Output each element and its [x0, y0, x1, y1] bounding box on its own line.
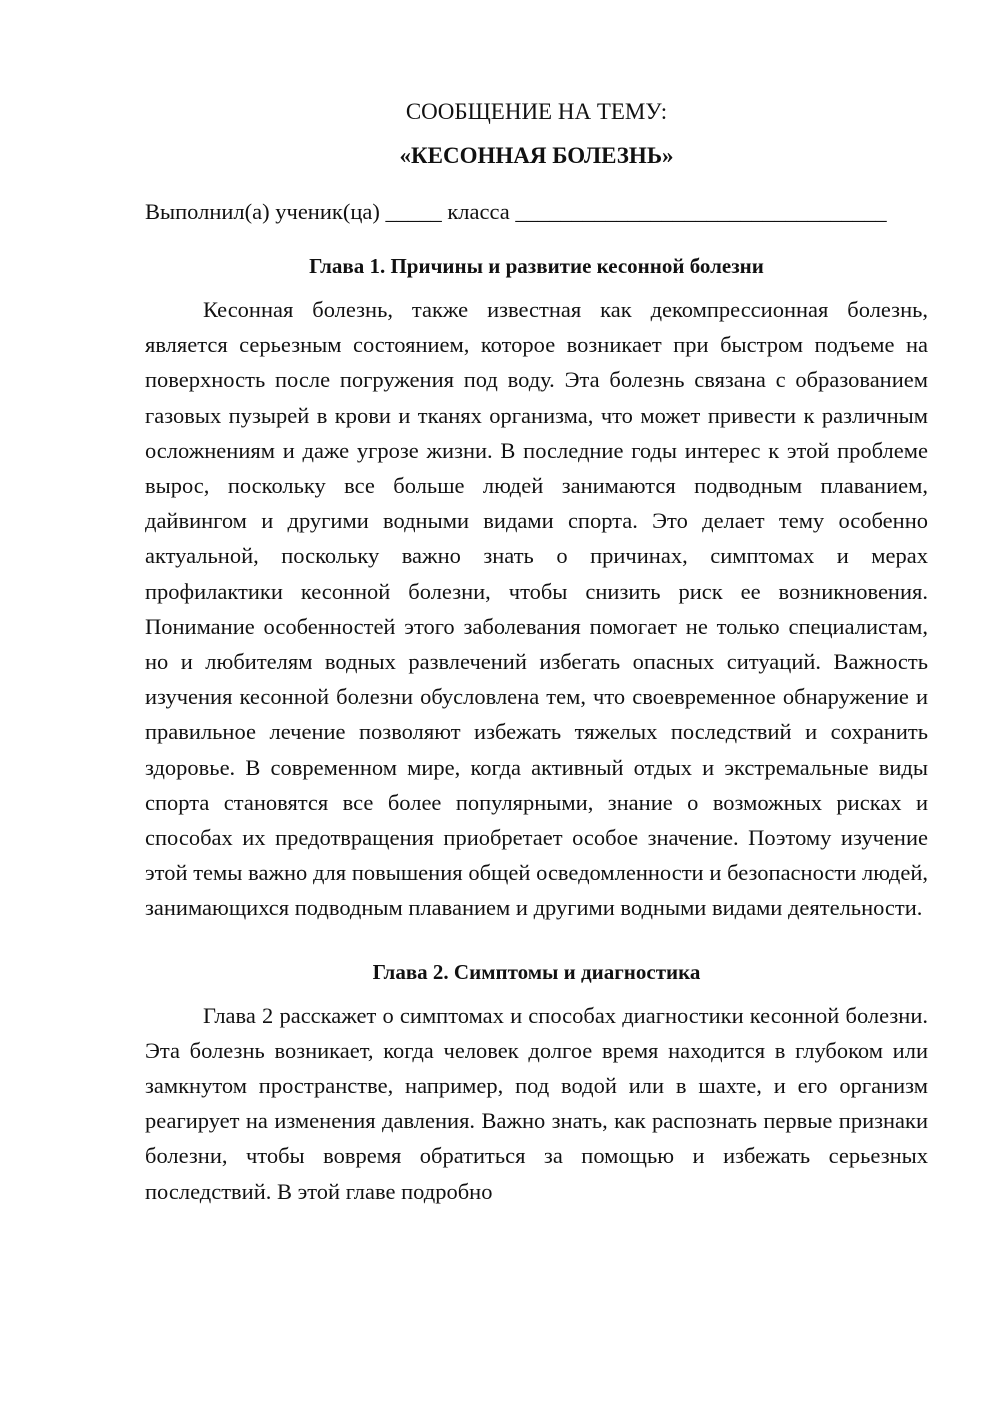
document-body: [145, 92, 928, 1209]
chapter-2-heading: Глава 2. Симптомы и диагностика: [372, 959, 701, 984]
document-topic: «КЕСОННАЯ БОЛЕЗНЬ»: [399, 143, 674, 168]
chapter-1-heading: Глава 1. Причины и развитие кесонной болезни: [309, 254, 764, 278]
chapter-1-paragraph: Кесонная болезнь, также известная как декомпрессионная болезнь, является серьезным состоянием, которое возникает при быстром подъеме на поверхность после погружения под воду. Эта болезнь связана с образованием газовых пузырей в крови и тканях организма, что может привести к различным осложнениям и даже угрозе жизни. В последние годы интерес к этой проблеме вырос, поскольку все больше людей занимаются подводным плаванием, дайвингом и другими водными видами спорта. Это делает тему особенно актуальной, поскольку важно знать о причинах, симптомах и мерах профилактики кесонной болезни, чтобы снизить риск ее возникновения. Понимание особенностей этого заболевания помогает не только специалистам, но и любителям водных развлечений избегать опасных ситуаций. Важность изучения кесонной болезни обусловлена тем, что своевременное обнаружение и правильное лечение позволяют избежать тяжелых последствий и сохранить здоровье. В современном мире, когда активный отдых и экстремальные виды спорта становятся все более популярными, знание о возможных рисках и способах их предотвращения приобретает особое значение. Поэтому изучение этой темы важно для повышения общей осведомленности и безопасности людей, занимающихся подводным плаванием и другими водными видами деятельности.: [145, 297, 928, 921]
document-title: СООБЩЕНИЕ НА ТЕМУ:: [405, 99, 668, 124]
chapter-2-paragraph: Глава 2 расскажет о симптомах и способах диагностики кесонной болезни. Эта болезнь возникает, когда человек долгое время находится в глубоком или замкнутом пространстве, например, под водой или в шахте, и его организм реагирует на изменения давления. Важно знать, как распознать первые признаки болезни, чтобы вовремя обратиться за помощью и избежать серьезных последствий. В этой главе подробно: [145, 1002, 928, 1204]
author-line: Выполнил(а) ученик(ца) _____ класса _________________________________: [145, 199, 887, 224]
